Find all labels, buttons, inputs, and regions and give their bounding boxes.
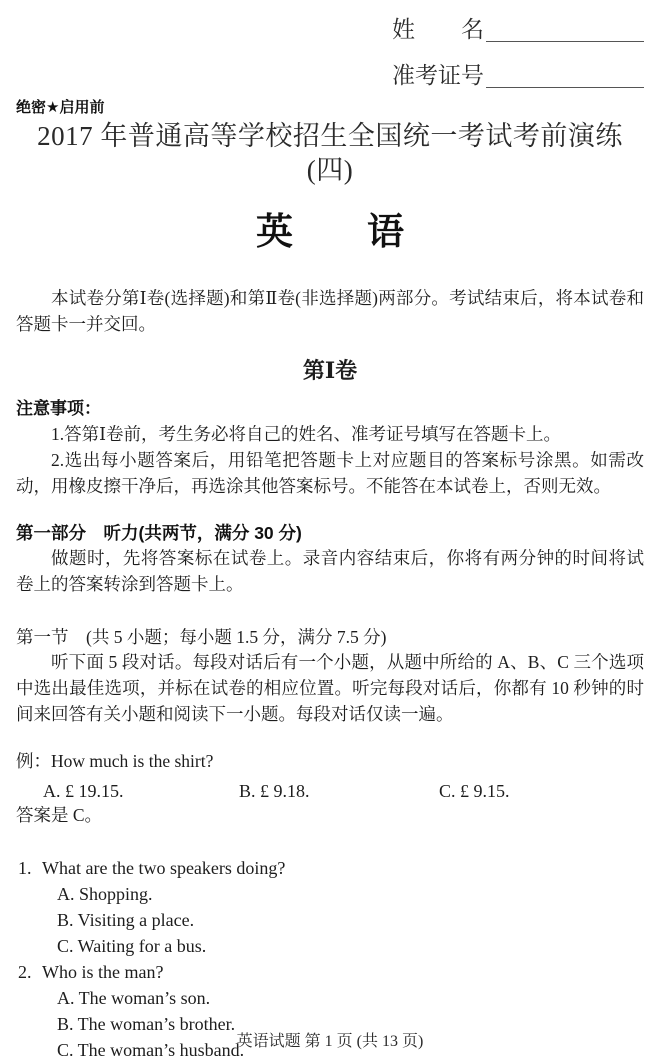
subject-title: 英 语 — [256, 211, 404, 252]
example-block — [16, 749, 644, 827]
name-blank-line — [486, 40, 644, 42]
page-footer: 英语试题 第 1 页 (共 13 页) — [236, 1033, 424, 1050]
question-1-text: What are the two speakers doing? — [42, 858, 286, 878]
example-answer-note: 答案是 C。 — [16, 805, 103, 825]
exam-number-blank-line — [486, 86, 644, 88]
question-2-option-a: A. The woman’s son. — [57, 988, 211, 1008]
example-option-a: A. £ 19.15. — [43, 781, 124, 801]
exam-intro-paragraph: 本试卷分第Ⅰ卷(选择题)和第Ⅱ卷(非选择题)两部分。考试结束后，将本试卷和答题卡一并交回。 — [16, 288, 644, 334]
question-1-number: 1. — [18, 858, 32, 878]
name-field-row — [392, 12, 644, 42]
question-1-option-c: C. Waiting for a bus. — [57, 936, 207, 956]
example-option-c: C. £ 9.15. — [439, 781, 510, 801]
classified-notice: 绝密★启用前 — [16, 99, 105, 116]
notice-title: 注意事项： — [16, 399, 101, 418]
name-label: 姓 名 — [392, 16, 484, 42]
question-1-option-b: B. Visiting a place. — [57, 910, 195, 930]
exam-title: 2017 年普通高等学校招生全国统一考试考前演练(四) — [37, 121, 623, 185]
notice-item-2: 2.选出每小题答案后，用铅笔把答题卡上对应题目的答案标号涂黑。如需改动，用橡皮擦干净后，再选涂其他答案标号。不能答在本试卷上，否则无效。 — [16, 450, 644, 496]
part-1-instructions: 做题时，先将答案标在试卷上。录音内容结束后，你将有两分钟的时间将试卷上的答案转涂到答题卡上。 — [16, 548, 644, 594]
notice-item-1: 1.答第Ⅰ卷前，考生务必将自己的姓名、准考证号填写在答题卡上。 — [51, 424, 562, 444]
question-1-option-a: A. Shopping. — [57, 884, 153, 904]
exam-number-label: 准考证号 — [392, 62, 484, 88]
example-options-row — [16, 779, 644, 803]
question-2-text-line — [16, 959, 644, 985]
example-option-b: B. £ 9.18. — [239, 781, 310, 801]
question-2-number: 2. — [18, 962, 32, 982]
section-1-instructions: 听下面 5 段对话。每段对话后有一个小题，从题中所给的 A、B、C 三个选项中选出最佳选项，并标在试卷的相应位置。听完每段对话后，你都有 10 秒钟的时间来回答有关小题和阅读下一小题。每段对话仅读一遍。 — [16, 652, 644, 724]
example-prompt: 例：How much is the shirt? — [16, 751, 214, 771]
question-2-option-c: C. The woman’s husband. — [57, 1040, 245, 1060]
part-1-heading: 第一部分 听力(共两节，满分 30 分) — [16, 523, 302, 543]
candidate-info-fields — [392, 12, 644, 88]
question-2-text: Who is the man? — [42, 962, 164, 982]
volume-1-heading: 第Ⅰ卷 — [302, 358, 358, 383]
exam-number-field-row — [392, 42, 644, 88]
question-2-option-b: B. The woman’s brother. — [57, 1014, 236, 1034]
section-1-heading: 第一节 (共 5 小题；每小题 1.5 分，满分 7.5 分) — [16, 627, 387, 647]
question-1 — [16, 855, 644, 959]
question-1-text-line — [16, 855, 644, 881]
